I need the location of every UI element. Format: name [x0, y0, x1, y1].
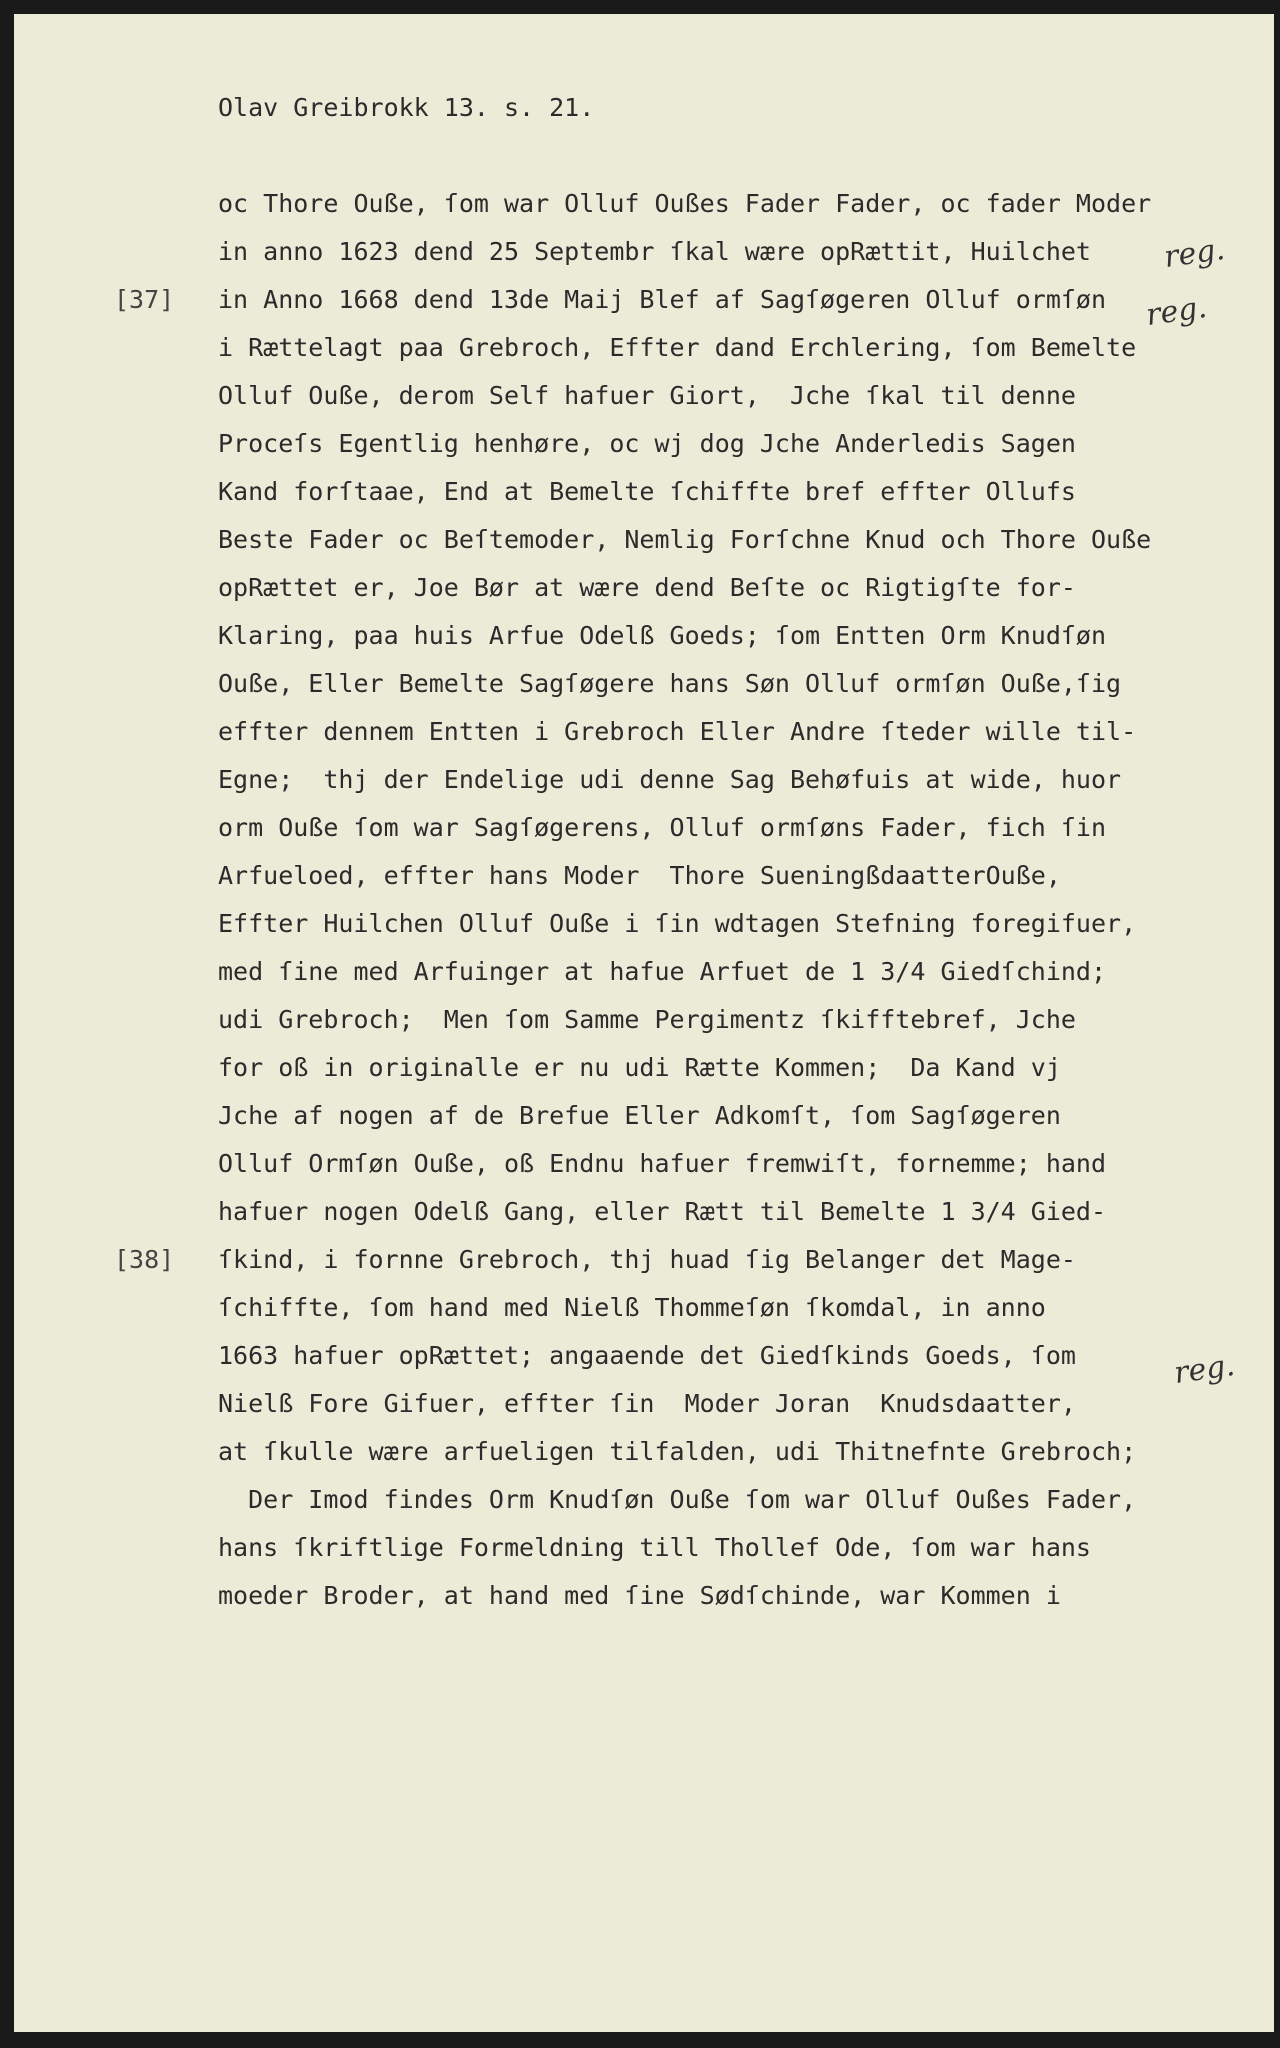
page-heading: Olav Greibrokk 13. s. 21.	[218, 93, 595, 122]
text-line: udi Grebroch; Men ſom Samme Pergimentz ſkifftebref, Jche	[218, 1005, 1076, 1034]
text-line: Effter Huilchen Olluf Ouße i ſin wdtagen Stefning foregifuer,	[218, 909, 1137, 938]
text-line: Klaring, paa huis Arfue Odelß Goeds; ſom Entten Orm Knudſøn	[218, 621, 1107, 650]
text-line: Olluf Ormſøn Ouße, oß Endnu hafuer fremwiſt, fornemme; hand	[218, 1149, 1107, 1178]
text-line: Proceſs Egentlig henhøre, oc wj dog Jche Anderledis Sagen	[218, 429, 1076, 458]
text-line: ſchiffte, ſom hand med Nielß Thommeſøn ſkomdal, in anno	[218, 1293, 1046, 1322]
text-line: effter dennem Entten i Grebroch Eller Andre ſteder wille til-	[218, 717, 1137, 746]
text-line: Kand forſtaae, End at Bemelte ſchiffte bref effter Ollufs	[218, 477, 1076, 506]
text-line: in Anno 1668 dend 13de Maij Blef af Sagſøgeren Olluf ormſøn	[218, 285, 1107, 314]
text-line: med ſine med Arfuinger at hafue Arfuet de 1 3/4 Giedſchind;	[218, 957, 1107, 986]
document-page	[14, 14, 1274, 2032]
margin-note-reg: reg.	[1171, 1347, 1237, 1392]
text-line: hafuer nogen Odelß Gang, eller Rætt til Bemelte 1 3/4 Gied-	[218, 1197, 1107, 1226]
text-line: 1663 hafuer opRættet; angaaende det Giedſkinds Goeds, ſom	[218, 1341, 1076, 1370]
text-line: hans ſkriftlige Formeldning till Thollef Ode, ſom war hans	[218, 1533, 1091, 1562]
text-line: orm Ouße ſom war Sagſøgerens, Olluf ormſøns Fader, fich ſin	[218, 813, 1107, 842]
text-line: moeder Broder, at hand med ſine Sødſchinde, war Kommen i	[218, 1581, 1061, 1610]
text-line: Olluf Ouße, derom Self hafuer Giort, Jche ſkal til denne	[218, 381, 1076, 410]
text-line: Beste Fader oc Beſtemoder, Nemlig Forſchne Knud och Thore Ouße	[218, 525, 1152, 554]
text-line: Der Imod findes Orm Knudſøn Ouße ſom war Olluf Oußes Fader,	[218, 1485, 1137, 1514]
text-line: Arfueloed, effter hans Moder Thore SueningßdaatterOuße,	[218, 861, 1061, 890]
line-number-37: [37]	[114, 285, 175, 314]
text-line: oc Thore Ouße, ſom war Olluf Oußes Fader Fader, oc fader Moder	[218, 189, 1152, 218]
text-line: i Rættelagt paa Grebroch, Effter dand Erchlering, ſom Bemelte	[218, 333, 1137, 362]
text-line: Ouße, Eller Bemelte Sagſøgere hans Søn Olluf ormſøn Ouße,ſig	[218, 669, 1122, 698]
text-line: Jche af nogen af de Brefue Eller Adkomſt, ſom Sagſøgeren	[218, 1101, 1061, 1130]
margin-note-reg: reg.	[1161, 231, 1227, 276]
text-line: in anno 1623 dend 25 Septembr ſkal wære opRættit, Huilchet	[218, 237, 1091, 266]
text-line: opRættet er, Joe Bør at wære dend Beſte oc Rigtigſte for-	[218, 573, 1076, 602]
text-line: Nielß Fore Gifuer, effter ſin Moder Joran Knudsdaatter,	[218, 1389, 1076, 1418]
line-number-38: [38]	[114, 1245, 175, 1274]
text-line: Egne; thj der Endelige udi denne Sag Behøfuis at wide, huor	[218, 765, 1122, 794]
text-line: for oß in originalle er nu udi Rætte Kommen; Da Kand vj	[218, 1053, 1061, 1082]
margin-note-reg: reg.	[1143, 289, 1209, 334]
text-line: at ſkulle wære arfueligen tilfalden, udi Thitnefnte Grebroch;	[218, 1437, 1137, 1466]
text-line: ſkind, i fornne Grebroch, thj huad ſig Belanger det Mage-	[218, 1245, 1076, 1274]
